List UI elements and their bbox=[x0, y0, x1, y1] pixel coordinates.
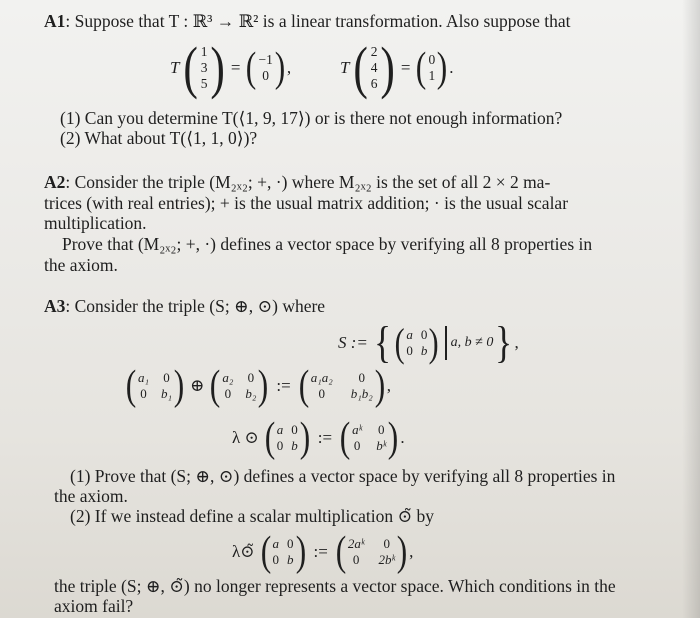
a1-eq1-fn: T bbox=[170, 58, 180, 77]
a3-addition-definition: ( a₁ 0 0 b₁ ) ⊕ ( a₂ 0 0 b₂ ) := ( a₁a₂ 0 0 b₁b₂ ) , bbox=[125, 363, 392, 409]
a3-alt-result-matrix: 2aᵏ 0 0 2bᵏ bbox=[347, 536, 396, 567]
a3-add-left-matrix: a₁ 0 0 b₁ bbox=[138, 370, 173, 401]
a3-smul-result-matrix: aᵏ 0 0 bᵏ bbox=[352, 422, 387, 453]
a3-scalar-definition: λ ⊙ ( a 0 0 b ) := ( aᵏ 0 0 bᵏ ) . bbox=[232, 415, 405, 461]
a3-add-right-matrix: a₂ 0 0 b₂ bbox=[222, 370, 257, 401]
a1-intro: : Suppose that T : ℝ³ → ℝ² is a linear transformation. Also suppose that bbox=[65, 11, 571, 31]
a3-tail-line-2: axiom fail? bbox=[54, 596, 134, 616]
a3-alt-matrix: a 0 0 b bbox=[272, 536, 294, 567]
a3-set-matrix: a 0 0 b bbox=[406, 327, 428, 358]
a1-question-2: (2) What about T(⟨1, 1, 0⟩)? bbox=[60, 128, 258, 148]
a2-label: A2 bbox=[44, 172, 66, 192]
a1-eq2-output: 0 1 bbox=[428, 52, 436, 83]
a2-line-1: A2: Consider the triple (M₂ₓ₂; +, ·) where M₂ₓ₂ is the set of all 2 × 2 ma- bbox=[44, 172, 551, 192]
a1-eq1-output: −1 0 bbox=[258, 52, 273, 83]
a3-tail-line-1: the triple (S; ⊕, ⊙̃) no longer represents a vector space. Which conditions in the bbox=[54, 576, 616, 596]
a3-question-1b: the axiom. bbox=[54, 486, 128, 506]
a1-eq2-input: 2 4 6 bbox=[370, 44, 378, 91]
a3-question-1a: (1) Prove that (S; ⊕, ⊙) defines a vector space by verifying all 8 properties in bbox=[70, 466, 616, 486]
a2-line-5: the axiom. bbox=[44, 255, 118, 275]
a3-smul-matrix: a 0 0 b bbox=[276, 422, 298, 453]
a2-line-4: Prove that (M₂ₓ₂; +, ·) defines a vector space by verifying all 8 properties in bbox=[62, 234, 593, 254]
a3-add-result-matrix: a₁a₂ 0 0 b₁b₂ bbox=[310, 370, 373, 401]
a1-heading-line bbox=[44, 11, 570, 31]
a1-label: A1 bbox=[44, 11, 66, 31]
a2-line-3: multiplication. bbox=[44, 213, 147, 233]
page-shadow bbox=[682, 0, 700, 618]
a1-eq1-input: 1 3 5 bbox=[200, 44, 208, 91]
oplus-symbol: ⊕ bbox=[190, 376, 205, 395]
a1-eq2-fn: T bbox=[340, 58, 350, 77]
a1-equation-1: T ( 1 3 5 ) = ( −1 0 ) , bbox=[170, 35, 292, 100]
a3-alt-scalar-definition: λ⊙̃ ( a 0 0 b ) := ( 2aᵏ 0 0 2bᵏ ) , bbox=[232, 529, 414, 575]
a2-line-2: trices (with real entries); + is the usual matrix addition; · is the usual scalar bbox=[44, 193, 569, 213]
a3-heading-line: A3: Consider the triple (S; ⊕, ⊙) where bbox=[44, 296, 326, 316]
a3-question-2: (2) If we instead define a scalar multiplication ⊙̃ by bbox=[70, 506, 435, 526]
a3-set-definition: S := { ( a 0 0 b ) a, b ≠ 0 } , bbox=[338, 318, 519, 367]
a1-question-1: (1) Can you determine T(⟨1, 9, 17⟩) or is there not enough information? bbox=[60, 108, 563, 128]
a3-label: A3 bbox=[44, 296, 66, 316]
a1-equation-2: T ( 2 4 6 ) = ( 0 1 ) . bbox=[340, 35, 454, 100]
